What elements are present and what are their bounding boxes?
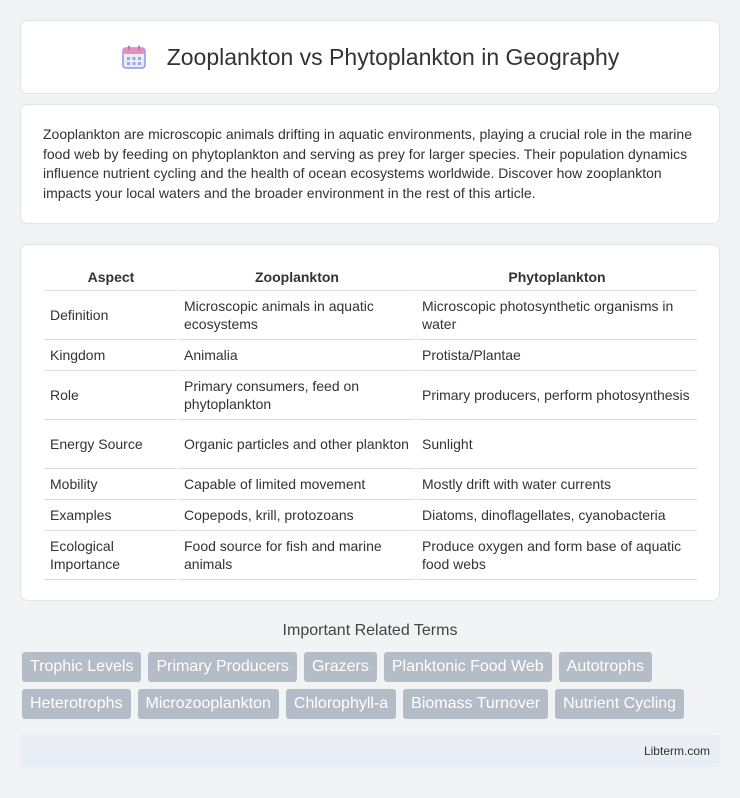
table-row xyxy=(45,371,697,420)
tag-biomass-turnover[interactable]: Biomass Turnover xyxy=(403,689,548,719)
related-terms-tags xyxy=(22,652,722,726)
tag-grazers[interactable]: Grazers xyxy=(304,652,377,682)
table-row xyxy=(45,500,697,531)
calendar-icon xyxy=(121,44,147,70)
table-header-row xyxy=(45,265,697,291)
table-cell: Food source for fish and marine animals xyxy=(179,531,415,580)
table-row xyxy=(45,420,697,469)
table-cell: Capable of limited movement xyxy=(179,469,415,500)
table-cell: Examples xyxy=(45,500,177,531)
table-cell: Role xyxy=(45,371,177,420)
tag-row xyxy=(22,652,722,682)
table-cell: Definition xyxy=(45,291,177,340)
table-cell: Ecological Importance xyxy=(45,531,177,580)
table-row xyxy=(45,291,697,340)
table-row xyxy=(45,531,697,580)
table-cell: Diatoms, dinoflagellates, cyanobacteria xyxy=(417,500,697,531)
header-card xyxy=(20,20,720,94)
table-cell: Mobility xyxy=(45,469,177,500)
intro-card xyxy=(20,104,720,224)
footer-brand-link[interactable]: Libterm.com xyxy=(643,744,710,758)
table-cell: Microscopic photosynthetic organisms in water xyxy=(417,291,697,340)
table-cell: Animalia xyxy=(179,340,415,371)
table-cell: Microscopic animals in aquatic ecosystems xyxy=(179,291,415,340)
tag-heterotrophs[interactable]: Heterotrophs xyxy=(22,689,131,719)
tag-chlorophyll-a[interactable]: Chlorophyll-a xyxy=(286,689,396,719)
tag-trophic-levels[interactable]: Trophic Levels xyxy=(22,652,141,682)
table-cell: Organic particles and other plankton xyxy=(179,420,415,469)
table-cell: Primary producers, perform photosynthesis xyxy=(417,371,697,420)
related-terms-heading: Important Related Terms xyxy=(282,622,458,639)
table-cell: Copepods, krill, protozoans xyxy=(179,500,415,531)
table-cell: Sunlight xyxy=(417,420,697,469)
tag-nutrient-cycling[interactable]: Nutrient Cycling xyxy=(555,689,684,719)
comparison-card xyxy=(20,244,720,601)
table-cell: Energy Source xyxy=(45,420,177,469)
tag-autotrophs[interactable]: Autotrophs xyxy=(559,652,652,682)
footer xyxy=(20,735,720,767)
table-row xyxy=(45,469,697,500)
tag-primary-producers[interactable]: Primary Producers xyxy=(148,652,296,682)
table-row xyxy=(45,340,697,371)
column-header-phytoplankton: Phytoplankton xyxy=(417,265,697,291)
table-cell: Mostly drift with water currents xyxy=(417,469,697,500)
table-cell: Protista/Plantae xyxy=(417,340,697,371)
table-cell: Produce oxygen and form base of aquatic food webs xyxy=(417,531,697,580)
intro-paragraph: Zooplankton are microscopic animals drifting in aquatic environments, playing a crucial role in the marine food web by feeding on phytoplankton and serving as prey for larger species. Their population dynamics influence nutrient cycling and the health of ocean ecosystems worldwide. Discover how zooplankton impacts your local waters and the broader environment in the rest of this article. xyxy=(43,126,692,201)
column-header-aspect: Aspect xyxy=(45,265,177,291)
column-header-zooplankton: Zooplankton xyxy=(179,265,415,291)
tag-row xyxy=(22,689,722,719)
table-cell: Kingdom xyxy=(45,340,177,371)
comparison-table xyxy=(43,265,699,580)
table-cell: Primary consumers, feed on phytoplankton xyxy=(179,371,415,420)
tag-planktonic-food-web[interactable]: Planktonic Food Web xyxy=(384,652,552,682)
page-title: Zooplankton vs Phytoplankton in Geography xyxy=(166,43,620,70)
tag-microzooplankton[interactable]: Microzooplankton xyxy=(138,689,279,719)
